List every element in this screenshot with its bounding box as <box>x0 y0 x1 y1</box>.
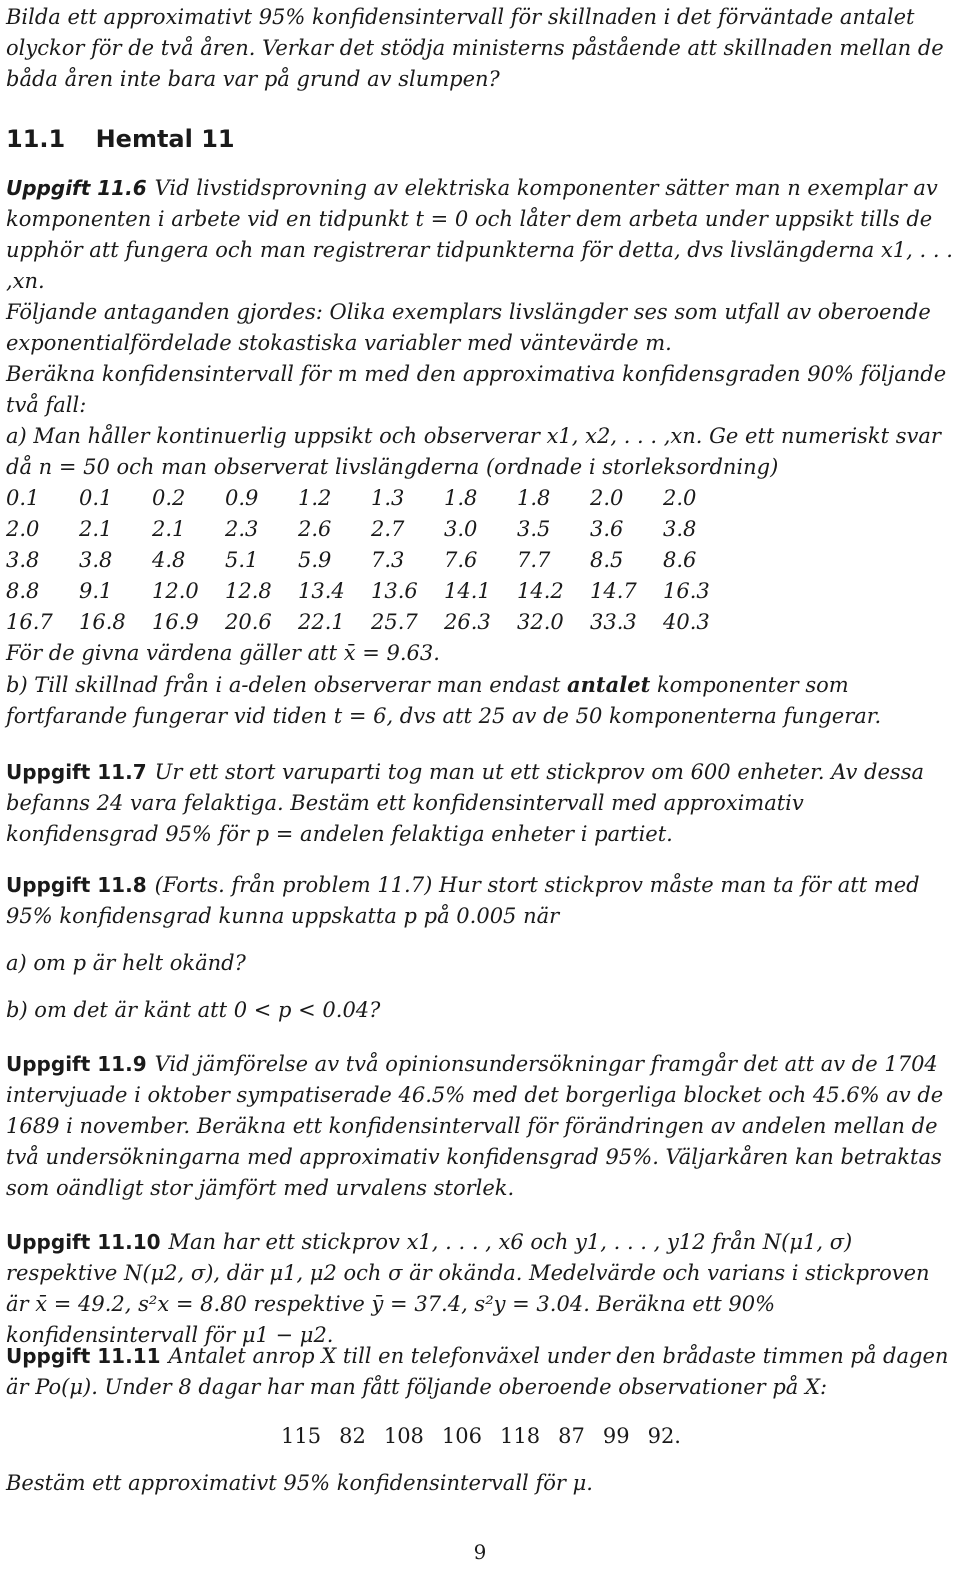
table-cell: 2.7 <box>371 517 405 541</box>
task-paragraph: Beräkna konfidensintervall för m med den approximativa konfidensgraden 90% följande två fall: <box>6 362 947 417</box>
table-row <box>6 607 736 638</box>
table-cell: 22.1 <box>298 610 345 634</box>
exercise-11-10 <box>6 1227 956 1351</box>
table-cell: 1.2 <box>298 486 332 510</box>
section-heading <box>6 124 956 155</box>
exercise-text: Vid jämförelse av två opinionsundersökningar framgår det att av de 1704 intervjuade i oktober sympatiserade 46.5% med det borgerliga blocket och 45.6% av de 1689 i november. Beräkna ett konfidensintervall för förändringen av andelen mellan de två undersökningarna med approximativ konfidensgrad 95%. Väljarkåren kan betraktas som oändligt stor jämfört med urvalens storlek. <box>6 1052 944 1200</box>
exercise-label: Uppgift 11.8 <box>6 873 147 897</box>
exercise-label: Uppgift 11.10 <box>6 1230 161 1254</box>
observation-value: 82 <box>339 1424 366 1448</box>
table-cell: 3.8 <box>663 517 697 541</box>
exercise-text: (Forts. från problem 11.7) Hur stort stickprov måste man ta för att med 95% konfidensgrad kunna uppskatta p på 0.005 när <box>6 873 920 928</box>
table-cell: 5.9 <box>298 548 332 572</box>
page-number: 9 <box>473 1540 487 1564</box>
table-cell: 2.0 <box>590 486 624 510</box>
table-row <box>6 514 736 545</box>
table-cell: 3.8 <box>6 548 40 572</box>
table-cell: 0.2 <box>152 486 186 510</box>
mean-statement: För de givna värdena gäller att x̄ = 9.63. <box>6 641 440 665</box>
table-row <box>6 483 736 514</box>
table-cell: 16.7 <box>6 610 53 634</box>
exercise-11-7 <box>6 757 956 850</box>
table-cell: 2.1 <box>152 517 186 541</box>
table-cell: 0.1 <box>6 486 40 510</box>
table-cell: 32.0 <box>517 610 564 634</box>
table-cell: 16.3 <box>663 579 710 603</box>
table-cell: 3.6 <box>590 517 624 541</box>
section-title: Hemtal 11 <box>95 125 235 153</box>
observation-value: 87 <box>558 1424 585 1448</box>
table-cell: 14.1 <box>444 579 491 603</box>
observation-value: 118 <box>500 1424 541 1448</box>
table-cell: 7.7 <box>517 548 551 572</box>
observations-line <box>6 1421 956 1452</box>
table-cell: 3.5 <box>517 517 551 541</box>
exercise-text: Vid livstidsprovning av elektriska komponenter sätter man n exemplar av komponenten i arbete vid en tidpunkt t = 0 och låter dem arbeta under uppsikt tills de upphör att fungera och man registrerar tidpunkterna för detta, dvs livslängderna x1, . . . ,xn. <box>6 176 953 293</box>
table-cell: 20.6 <box>225 610 272 634</box>
exercise-text: Man har ett stickprov x1, . . . , x6 och y1, . . . , y12 från N(μ1, σ) respektive N(μ2, σ), där μ1, μ2 och σ är okända. Medelvärde och varians i stickproven är x̄ = 49.2, s²x = 8.80 respektive ȳ = 37.4, s²y = 3.04. Beräkna ett 90% konfidensintervall för μ1 − μ2. <box>6 1230 930 1347</box>
exercise-label: Uppgift 11.9 <box>6 1052 147 1076</box>
table-cell: 7.3 <box>371 548 405 572</box>
part-a: a) om p är helt okänd? <box>6 951 246 975</box>
table-cell: 8.6 <box>663 548 697 572</box>
table-cell: 14.2 <box>517 579 564 603</box>
table-cell: 13.4 <box>298 579 345 603</box>
table-cell: 0.9 <box>225 486 259 510</box>
observation-value: 99 <box>602 1424 630 1448</box>
exercise-label: Uppgift 11.11 <box>6 1344 161 1368</box>
table-cell: 8.5 <box>590 548 624 572</box>
observation-value: 106 <box>441 1424 483 1448</box>
table-cell: 8.8 <box>6 579 40 603</box>
table-cell: 2.3 <box>225 517 259 541</box>
section-number: 11.1 <box>6 125 66 153</box>
part-b: b) om det är känt att 0 < p < 0.04? <box>6 998 381 1022</box>
table-cell: 16.8 <box>79 610 126 634</box>
table-cell: 16.9 <box>152 610 199 634</box>
exercise-11-8 <box>6 870 956 1026</box>
assumption-paragraph: Följande antaganden gjordes: Olika exemplars livslängder ses som utfall av oberoende exponentialfördelade stokastiska variabler med väntevärde m. <box>6 300 931 355</box>
emphasis-antalet: antalet <box>567 672 651 697</box>
exercise-text: Ur ett stort varuparti tog man ut ett stickprov om 600 enheter. Av dessa befanns 24 vara felaktiga. Bestäm ett konfidensintervall med approximativ konfidensgrad 95% för p = andelen felaktiga enheter i partiet. <box>6 760 924 846</box>
table-cell: 14.7 <box>590 579 637 603</box>
exercise-label: Uppgift 11.7 <box>6 760 147 784</box>
table-row <box>6 545 736 576</box>
table-cell: 25.7 <box>371 610 418 634</box>
table-cell: 12.0 <box>152 579 199 603</box>
table-cell: 2.0 <box>6 517 40 541</box>
exercise-text: Antalet anrop X till en telefonväxel under den brådaste timmen på dagen är Po(μ). Under 8 dagar har man fått följande oberoende observationer på X: <box>6 1344 949 1399</box>
table-cell: 0.1 <box>79 486 113 510</box>
table-cell: 1.8 <box>444 486 478 510</box>
observation-value: 92. <box>647 1424 681 1448</box>
table-cell: 12.8 <box>225 579 272 603</box>
intro-paragraph: Bilda ett approximativt 95% konfidensintervall för skillnaden i det förväntade antalet olyckor för de två åren. Verkar det stödja ministerns påstående att skillnaden mellan de båda åren inte bara var på grund av slumpen? <box>6 5 944 91</box>
observation-value: 108 <box>383 1424 424 1448</box>
part-a-paragraph: a) Man håller kontinuerlig uppsikt och observerar x1, x2, . . . ,xn. Ge ett numeriskt svar då n = 50 och man observerat livslängderna (ordnade i storleksordning) <box>6 424 941 479</box>
part-b-paragraph: b) Till skillnad från i a-delen observerar man endast antalet komponenter som fortfarande fungerar vid tiden t = 6, dvs att 25 av de 50 komponenterna fungerar. <box>6 672 882 728</box>
table-cell: 2.6 <box>298 517 332 541</box>
table-row <box>6 576 736 607</box>
closing-question: Bestäm ett approximativt 95% konfidensintervall för μ. <box>6 1471 593 1495</box>
exercise-11-11 <box>6 1341 956 1499</box>
table-cell: 7.6 <box>444 548 478 572</box>
table-cell: 1.8 <box>517 486 551 510</box>
table-cell: 2.1 <box>79 517 113 541</box>
table-cell: 2.0 <box>663 486 697 510</box>
lifetimes-table <box>6 483 736 638</box>
table-cell: 3.8 <box>79 548 113 572</box>
table-cell: 13.6 <box>371 579 418 603</box>
table-cell: 3.0 <box>444 517 478 541</box>
table-cell: 5.1 <box>225 548 259 572</box>
exercise-11-6 <box>6 173 956 732</box>
exercise-label: Uppgift 11.6 <box>6 176 147 200</box>
observation-value: 115 <box>281 1424 322 1448</box>
table-cell: 4.8 <box>152 548 186 572</box>
table-cell: 40.3 <box>663 610 710 634</box>
table-cell: 9.1 <box>79 579 113 603</box>
table-cell: 33.3 <box>590 610 637 634</box>
table-cell: 26.3 <box>444 610 491 634</box>
table-cell: 1.3 <box>371 486 405 510</box>
exercise-11-9 <box>6 1049 956 1204</box>
